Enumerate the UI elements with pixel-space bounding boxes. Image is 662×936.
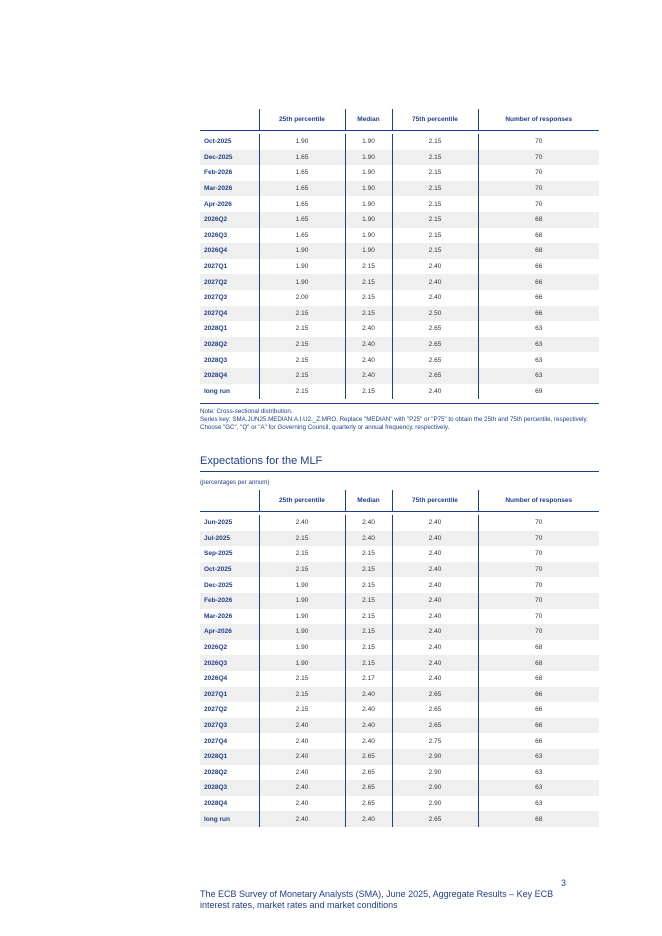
- responses-cell: 66: [478, 733, 599, 749]
- p25-cell: 2.15: [259, 671, 345, 687]
- p25-cell: 1.65: [259, 150, 345, 166]
- table-row: [200, 150, 599, 166]
- table-row: [200, 181, 599, 197]
- responses-cell: 68: [478, 655, 599, 671]
- responses-cell: 68: [478, 811, 599, 827]
- p25-cell: 2.15: [259, 546, 345, 562]
- table-row: [200, 609, 599, 625]
- table-row: [200, 134, 599, 150]
- median-cell: 1.90: [345, 181, 392, 197]
- p75-cell: 2.65: [392, 321, 478, 337]
- period-cell: Sep-2025: [204, 550, 233, 558]
- median-cell: 2.17: [345, 671, 392, 687]
- p25-cell: 2.40: [259, 765, 345, 781]
- table-row: [200, 546, 599, 562]
- p75-cell: 2.40: [392, 562, 478, 578]
- period-cell: 2028Q3: [204, 356, 228, 364]
- median-cell: 2.40: [345, 531, 392, 547]
- header-period: [200, 109, 259, 131]
- p75-cell: 2.40: [392, 640, 478, 656]
- p25-cell: 2.40: [259, 780, 345, 796]
- responses-cell: 70: [478, 181, 599, 197]
- p25-cell: 2.15: [259, 562, 345, 578]
- median-cell: 2.40: [345, 687, 392, 703]
- table-row: [200, 562, 599, 578]
- median-cell: 2.15: [345, 593, 392, 609]
- note-line-1: Note: Cross-sectional distribution.: [200, 408, 293, 415]
- responses-cell: 63: [478, 337, 599, 353]
- p25-cell: 1.90: [259, 577, 345, 593]
- median-cell: 2.15: [345, 274, 392, 290]
- table-header-row: [200, 490, 599, 512]
- responses-cell: 68: [478, 640, 599, 656]
- mlf-expectations-table: [200, 490, 599, 827]
- median-cell: 2.15: [345, 259, 392, 275]
- median-cell: 2.65: [345, 765, 392, 781]
- table-row: [200, 165, 599, 181]
- median-cell: 2.15: [345, 290, 392, 306]
- table-row: [200, 337, 599, 353]
- responses-cell: 70: [478, 515, 599, 531]
- median-cell: 2.15: [345, 546, 392, 562]
- table-row: [200, 321, 599, 337]
- period-cell: Oct-2025: [204, 138, 232, 146]
- period-cell: 2026Q2: [204, 644, 228, 652]
- section-title-mlf: Expectations for the MLF: [200, 455, 599, 472]
- p25-cell: 2.15: [259, 368, 345, 384]
- median-cell: 2.40: [345, 811, 392, 827]
- p25-cell: 2.40: [259, 796, 345, 812]
- responses-cell: 63: [478, 352, 599, 368]
- p75-cell: 2.65: [392, 368, 478, 384]
- responses-cell: 66: [478, 687, 599, 703]
- header-median: Median: [345, 490, 392, 512]
- p75-cell: 2.65: [392, 687, 478, 703]
- period-cell: 2027Q1: [200, 687, 259, 703]
- median-cell: 1.90: [345, 228, 392, 244]
- header-median: Median: [345, 109, 392, 131]
- table-row: [200, 640, 599, 656]
- p25-cell: 2.15: [259, 702, 345, 718]
- p75-cell: 2.40: [392, 531, 478, 547]
- median-cell: 2.65: [345, 780, 392, 796]
- table-row: [200, 733, 599, 749]
- median-cell: 2.15: [345, 640, 392, 656]
- period-cell: Oct-2025: [200, 562, 259, 578]
- table-row: [200, 687, 599, 703]
- header-number-of-responses: Number of responses: [478, 109, 599, 131]
- period-cell: 2028Q4: [200, 368, 259, 384]
- p75-cell: 2.40: [392, 593, 478, 609]
- p75-cell: 2.40: [392, 384, 478, 400]
- p25-cell: 1.65: [259, 165, 345, 181]
- p75-cell: 2.40: [392, 624, 478, 640]
- table-row: [200, 749, 599, 765]
- p75-cell: 2.65: [392, 352, 478, 368]
- period-cell: 2027Q1: [204, 263, 228, 271]
- table-row: [200, 531, 599, 547]
- table-row: [200, 243, 599, 259]
- p75-cell: 2.40: [392, 609, 478, 625]
- p25-cell: 1.90: [259, 274, 345, 290]
- period-cell: 2028Q1: [200, 749, 259, 765]
- p25-cell: 2.40: [259, 811, 345, 827]
- median-cell: 2.65: [345, 749, 392, 765]
- header-75th-percentile: 75th percentile: [392, 109, 478, 131]
- period-cell: Dec-2025: [200, 150, 259, 166]
- period-cell: 2028Q3: [200, 780, 259, 796]
- table-row: [200, 765, 599, 781]
- p25-cell: 2.40: [259, 718, 345, 734]
- responses-cell: 70: [478, 577, 599, 593]
- table-row: [200, 593, 599, 609]
- mlf-table-body: [200, 512, 599, 827]
- p25-cell: 1.90: [259, 259, 345, 275]
- responses-cell: 66: [478, 290, 599, 306]
- period-cell: 2028Q2: [204, 768, 228, 776]
- p25-cell: 1.90: [259, 624, 345, 640]
- p75-cell: 2.90: [392, 765, 478, 781]
- p75-cell: 2.40: [392, 671, 478, 687]
- table-row: [200, 384, 599, 400]
- responses-cell: 70: [478, 609, 599, 625]
- p75-cell: 2.40: [392, 577, 478, 593]
- table-row: [200, 577, 599, 593]
- table-row: [200, 352, 599, 368]
- p75-cell: 2.15: [392, 212, 478, 228]
- p25-cell: 2.40: [259, 749, 345, 765]
- period-cell: 2026Q4: [200, 243, 259, 259]
- period-cell: 2027Q3: [204, 294, 228, 302]
- period-cell: Feb-2026: [200, 593, 259, 609]
- period-cell: Feb-2026: [204, 169, 233, 177]
- table-row: [200, 780, 599, 796]
- period-cell: 2026Q3: [204, 231, 228, 239]
- p25-cell: 2.00: [259, 290, 345, 306]
- p25-cell: 1.65: [259, 196, 345, 212]
- period-cell: 2028Q2: [200, 337, 259, 353]
- p25-cell: 2.15: [259, 337, 345, 353]
- table-row: [200, 259, 599, 275]
- median-cell: 2.15: [345, 384, 392, 400]
- p75-cell: 2.65: [392, 702, 478, 718]
- responses-cell: 63: [478, 368, 599, 384]
- period-cell: long run: [200, 811, 259, 827]
- table-row: [200, 811, 599, 827]
- median-cell: 2.65: [345, 796, 392, 812]
- p25-cell: 2.15: [259, 531, 345, 547]
- responses-cell: 66: [478, 702, 599, 718]
- period-cell: 2026Q2: [200, 212, 259, 228]
- responses-cell: 68: [478, 671, 599, 687]
- table-row: [200, 671, 599, 687]
- responses-cell: 63: [478, 780, 599, 796]
- responses-cell: 63: [478, 749, 599, 765]
- header-75th-percentile: 75th percentile: [392, 490, 478, 512]
- header-25th-percentile: 25th percentile: [259, 490, 345, 512]
- table-row: [200, 290, 599, 306]
- header-25th-percentile: 25th percentile: [259, 109, 345, 131]
- median-cell: 2.15: [345, 624, 392, 640]
- responses-cell: 66: [478, 718, 599, 734]
- p75-cell: 2.40: [392, 546, 478, 562]
- period-cell: Jun-2025: [204, 519, 233, 527]
- median-cell: 2.15: [345, 562, 392, 578]
- period-cell: Apr-2026: [204, 200, 232, 208]
- p75-cell: 2.40: [392, 274, 478, 290]
- responses-cell: 70: [478, 624, 599, 640]
- period-cell: 2027Q4: [204, 737, 228, 745]
- responses-cell: 70: [478, 150, 599, 166]
- period-cell: 2027Q4: [200, 306, 259, 322]
- responses-cell: 66: [478, 306, 599, 322]
- responses-cell: 69: [478, 384, 599, 400]
- responses-cell: 70: [478, 593, 599, 609]
- median-cell: 2.40: [345, 321, 392, 337]
- period-cell: long run: [204, 387, 230, 395]
- median-cell: 2.15: [345, 577, 392, 593]
- table-row: [200, 306, 599, 322]
- period-cell: 2027Q2: [204, 706, 228, 714]
- period-cell: Jul-2025: [200, 531, 259, 547]
- p75-cell: 2.40: [392, 515, 478, 531]
- p25-cell: 1.90: [259, 243, 345, 259]
- table-row: [200, 196, 599, 212]
- period-cell: 2027Q2: [200, 274, 259, 290]
- table-row: [200, 274, 599, 290]
- p75-cell: 2.90: [392, 780, 478, 796]
- median-cell: 2.40: [345, 515, 392, 531]
- p75-cell: 2.50: [392, 306, 478, 322]
- period-cell: 2028Q1: [204, 325, 228, 333]
- median-cell: 1.90: [345, 196, 392, 212]
- table-row: [200, 718, 599, 734]
- table-row: [200, 515, 599, 531]
- median-cell: 1.90: [345, 150, 392, 166]
- p25-cell: 1.90: [259, 640, 345, 656]
- table-header-row: [200, 109, 599, 131]
- p75-cell: 2.15: [392, 196, 478, 212]
- responses-cell: 63: [478, 321, 599, 337]
- period-cell: Mar-2026: [200, 181, 259, 197]
- responses-cell: 70: [478, 165, 599, 181]
- page-footer: The ECB Survey of Monetary Analysts (SMA), June 2025, Aggregate Results – Key ECB interest rates, market rates and market conditions: [200, 889, 554, 910]
- responses-cell: 70: [478, 531, 599, 547]
- median-cell: 2.40: [345, 352, 392, 368]
- p75-cell: 2.15: [392, 165, 478, 181]
- period-cell: Dec-2025: [204, 581, 233, 589]
- p25-cell: 1.90: [259, 655, 345, 671]
- p75-cell: 2.15: [392, 228, 478, 244]
- p25-cell: 2.15: [259, 384, 345, 400]
- p75-cell: 2.65: [392, 811, 478, 827]
- p25-cell: 2.15: [259, 687, 345, 703]
- p75-cell: 2.40: [392, 655, 478, 671]
- median-cell: 1.90: [345, 134, 392, 150]
- p25-cell: 1.65: [259, 228, 345, 244]
- p25-cell: 1.90: [259, 593, 345, 609]
- page-number: 3: [561, 878, 567, 888]
- median-cell: 2.15: [345, 609, 392, 625]
- p25-cell: 1.65: [259, 212, 345, 228]
- responses-cell: 68: [478, 228, 599, 244]
- responses-cell: 70: [478, 562, 599, 578]
- table-row: [200, 212, 599, 228]
- responses-cell: 70: [478, 134, 599, 150]
- p25-cell: 2.40: [259, 733, 345, 749]
- responses-cell: 63: [478, 765, 599, 781]
- responses-cell: 63: [478, 796, 599, 812]
- p25-cell: 1.65: [259, 181, 345, 197]
- units-label: (percentages per annum): [200, 479, 270, 486]
- table-row: [200, 702, 599, 718]
- p75-cell: 2.40: [392, 259, 478, 275]
- table-row: [200, 624, 599, 640]
- responses-cell: 68: [478, 243, 599, 259]
- period-cell: 2028Q4: [204, 799, 228, 807]
- median-cell: 2.40: [345, 733, 392, 749]
- median-cell: 1.90: [345, 212, 392, 228]
- table-note: [200, 408, 600, 432]
- median-cell: 2.15: [345, 655, 392, 671]
- p75-cell: 2.15: [392, 150, 478, 166]
- period-cell: 2026Q3: [200, 655, 259, 671]
- p75-cell: 2.15: [392, 181, 478, 197]
- p75-cell: 2.15: [392, 243, 478, 259]
- median-cell: 1.90: [345, 165, 392, 181]
- p25-cell: 2.40: [259, 515, 345, 531]
- responses-cell: 66: [478, 259, 599, 275]
- table-row: [200, 228, 599, 244]
- header-period: [200, 490, 259, 512]
- table-row: [200, 796, 599, 812]
- p75-cell: 2.75: [392, 733, 478, 749]
- responses-cell: 70: [478, 196, 599, 212]
- median-cell: 1.90: [345, 243, 392, 259]
- median-cell: 2.15: [345, 306, 392, 322]
- p75-cell: 2.65: [392, 718, 478, 734]
- p25-cell: 2.15: [259, 352, 345, 368]
- mro-expectations-table: [200, 109, 599, 404]
- p25-cell: 1.90: [259, 609, 345, 625]
- median-cell: 2.40: [345, 368, 392, 384]
- p75-cell: 2.40: [392, 290, 478, 306]
- p25-cell: 2.15: [259, 321, 345, 337]
- p25-cell: 1.90: [259, 134, 345, 150]
- header-number-of-responses: Number of responses: [478, 490, 599, 512]
- mro-table-body: [200, 131, 599, 400]
- period-cell: Mar-2026: [204, 612, 233, 620]
- p75-cell: 2.90: [392, 749, 478, 765]
- median-cell: 2.40: [345, 337, 392, 353]
- note-series-key: Series key: SMA.JUN25.MEDIAN.A.I.U2._Z.MRO. Replace "MEDIAN" with "P25" or "P75" to obtain the 25th and 75th percentile, respectively. Choose "GC", "Q" or "A" for Governing Council, quarterly or annual frequency, respectively.: [200, 416, 588, 431]
- period-cell: 2026Q4: [204, 675, 228, 683]
- table-row: [200, 655, 599, 671]
- responses-cell: 70: [478, 546, 599, 562]
- p75-cell: 2.90: [392, 796, 478, 812]
- responses-cell: 66: [478, 274, 599, 290]
- responses-cell: 68: [478, 212, 599, 228]
- p75-cell: 2.15: [392, 134, 478, 150]
- median-cell: 2.40: [345, 718, 392, 734]
- p25-cell: 2.15: [259, 306, 345, 322]
- p75-cell: 2.65: [392, 337, 478, 353]
- period-cell: 2027Q3: [200, 718, 259, 734]
- table-row: [200, 368, 599, 384]
- period-cell: Apr-2026: [200, 624, 259, 640]
- median-cell: 2.40: [345, 702, 392, 718]
